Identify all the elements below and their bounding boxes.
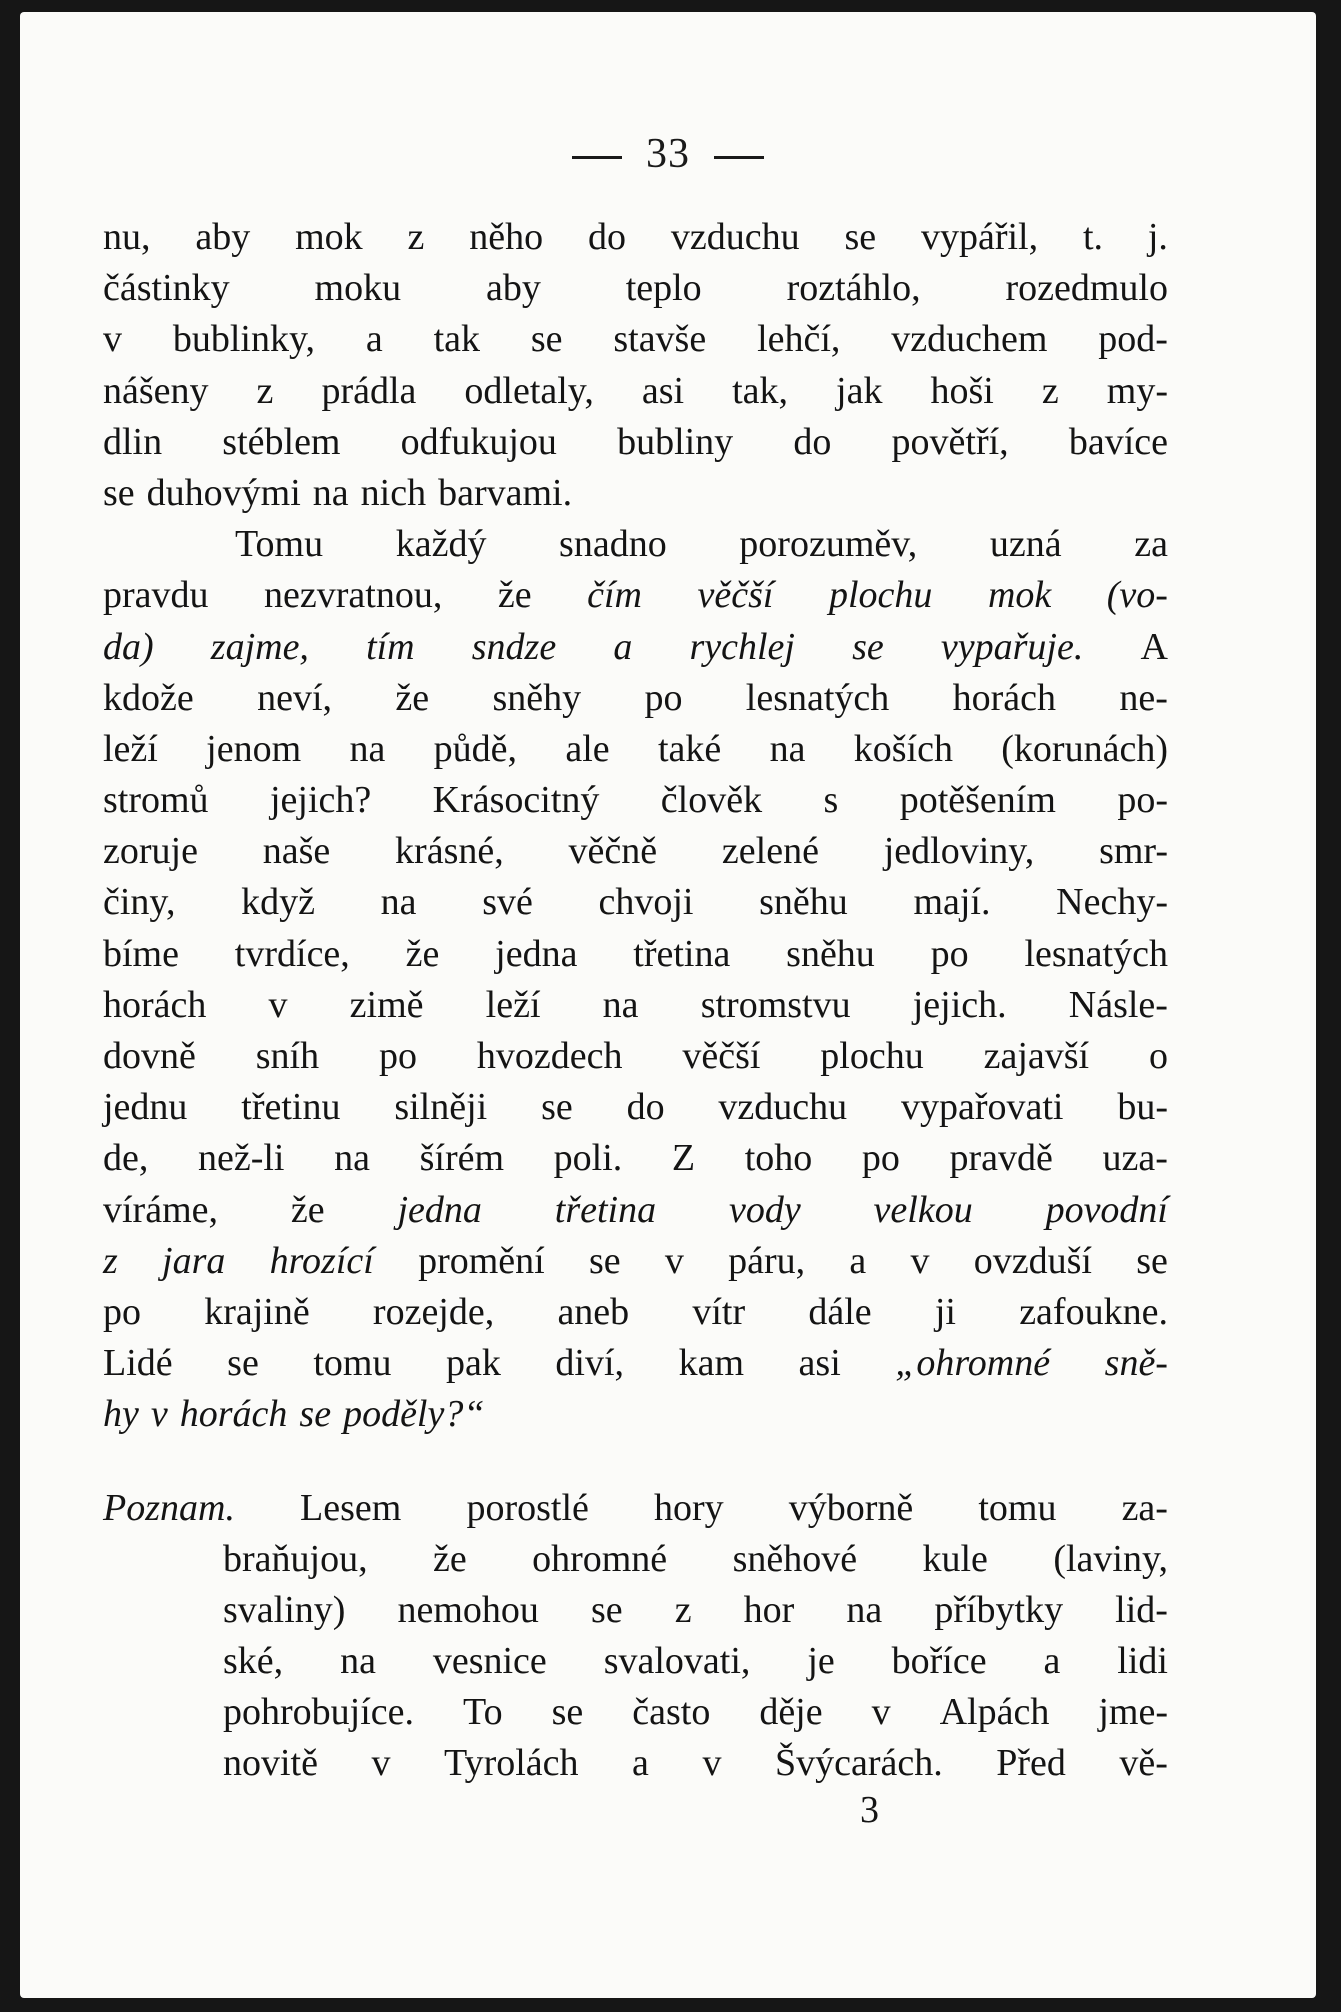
word: výborně	[788, 1486, 914, 1529]
word: nezvratnou,	[264, 574, 443, 617]
word: odfukujou	[400, 420, 557, 463]
word: lid-	[1115, 1588, 1168, 1631]
word: se	[588, 1239, 621, 1282]
word: Lidé	[103, 1342, 173, 1385]
word: rozedmulo	[1005, 267, 1168, 310]
word: promění	[418, 1239, 545, 1282]
word: pravdu	[103, 574, 209, 617]
word: bubliny	[617, 420, 734, 463]
word: víráme,	[103, 1188, 219, 1231]
word: v	[268, 983, 288, 1026]
word: v	[664, 1239, 684, 1282]
paragraph2-line	[103, 1338, 1168, 1389]
word: de,	[103, 1137, 149, 1180]
paragraph1-line	[103, 314, 1168, 365]
paragraph2-line	[103, 929, 1168, 980]
word: krásné,	[395, 830, 504, 873]
word-italic: čím	[587, 574, 642, 617]
word: chvoji	[598, 881, 694, 924]
word: Tyrolách	[444, 1742, 579, 1785]
word: z	[256, 369, 274, 412]
word-italic: zajme,	[210, 625, 309, 668]
paragraph2-line	[103, 1082, 1168, 1133]
word: vypářil,	[920, 216, 1039, 258]
word: aby	[485, 267, 541, 310]
word: tvrdíce,	[234, 932, 350, 975]
word: leží	[485, 983, 541, 1026]
word-italic: (vo-	[1106, 574, 1168, 617]
word: tomu	[978, 1486, 1057, 1529]
word: porozuměv,	[739, 523, 918, 566]
note-line	[103, 1585, 1168, 1636]
word: hor	[743, 1588, 795, 1631]
word: jedna	[495, 932, 578, 975]
word-italic: se	[852, 625, 884, 668]
paragraph2-line	[103, 1389, 1168, 1440]
word: že	[395, 676, 430, 719]
word: na	[312, 471, 349, 514]
word: bíme	[103, 932, 179, 975]
paragraph1-line	[103, 263, 1168, 314]
word: na	[334, 1137, 370, 1180]
word-italic: da)	[103, 625, 154, 668]
word: v	[103, 318, 122, 361]
word-italic: vypařuje.	[940, 625, 1084, 668]
word: páru,	[728, 1239, 806, 1282]
paragraph1-line	[103, 212, 1168, 263]
word-italic: a	[613, 625, 633, 668]
word: stavše	[613, 318, 707, 361]
word: Z	[671, 1137, 696, 1180]
note-line	[103, 1687, 1168, 1738]
word: porostlé	[466, 1486, 589, 1529]
word: a	[849, 1239, 867, 1282]
word: stromstvu	[700, 983, 851, 1026]
word: mají.	[913, 881, 991, 924]
word: o	[1149, 1035, 1168, 1077]
word-italic: sndze	[471, 625, 557, 668]
paragraph2-line	[103, 1185, 1168, 1236]
word-italic: Poznam.	[103, 1486, 235, 1529]
word: mok	[295, 216, 363, 258]
word: bublinky,	[172, 318, 315, 361]
word: po	[378, 1035, 417, 1077]
word-italic: velkou	[873, 1188, 973, 1231]
word: uza-	[1102, 1137, 1168, 1180]
word: nášeny	[103, 369, 209, 412]
word: se	[591, 1588, 623, 1631]
word: příbytky	[934, 1588, 1064, 1631]
word: na	[769, 727, 806, 770]
word: do	[793, 420, 832, 463]
word: ne-	[1119, 676, 1168, 719]
word: zimě	[349, 983, 424, 1026]
word-italic: mok	[987, 574, 1052, 617]
word: než-li	[197, 1137, 285, 1180]
word: hory	[653, 1486, 724, 1529]
word: vzduchem	[891, 318, 1048, 361]
word: nemohou	[397, 1588, 539, 1631]
word: tak,	[732, 369, 789, 412]
paragraph2-line	[103, 1236, 1168, 1287]
word-italic: sně-	[1104, 1342, 1168, 1385]
word: sníh	[255, 1035, 320, 1077]
word: aneb	[557, 1290, 630, 1333]
word: na	[340, 1640, 376, 1683]
paragraph2-line	[103, 724, 1168, 775]
word: po	[103, 1290, 141, 1333]
word: v	[702, 1742, 722, 1785]
word: povětří,	[891, 420, 1009, 463]
word: každý	[395, 523, 487, 566]
word: a	[632, 1742, 649, 1785]
word: do	[626, 1086, 665, 1129]
paragraph2-line	[103, 980, 1168, 1031]
word: jednu	[103, 1086, 188, 1129]
word: jenom	[206, 727, 302, 770]
word: pod-	[1098, 318, 1168, 361]
word: Před	[996, 1742, 1066, 1785]
word: po	[644, 676, 683, 719]
word: naše	[262, 830, 331, 873]
word: Krásocitný	[432, 779, 600, 822]
word: se	[551, 1691, 584, 1734]
page-body	[103, 212, 1168, 1790]
word: zoruje	[103, 830, 198, 873]
word-italic: třetina	[554, 1188, 657, 1231]
word: plochu	[820, 1035, 924, 1077]
word: aby	[195, 216, 251, 258]
word: prádla	[321, 369, 417, 412]
word: neví,	[257, 676, 333, 719]
word-italic: jara	[162, 1239, 226, 1282]
paragraph1-line	[103, 417, 1168, 468]
page-header	[20, 130, 1316, 178]
word: zafoukne.	[1019, 1290, 1168, 1333]
word: do	[587, 216, 626, 258]
word: sněhu	[759, 881, 848, 924]
word: j.	[1147, 216, 1168, 258]
word: své	[482, 881, 533, 924]
word: my-	[1106, 369, 1168, 412]
word: dlin	[103, 420, 163, 463]
paragraph2-line	[103, 673, 1168, 724]
word: jedloviny,	[883, 830, 1035, 873]
word: věčší	[682, 1035, 761, 1077]
header-dash-right	[714, 156, 764, 159]
word: se	[541, 1086, 573, 1129]
word: pohrobujíce.	[223, 1691, 415, 1734]
word: po	[930, 932, 969, 975]
word: lesnatých	[745, 676, 890, 719]
note-line	[103, 1636, 1168, 1687]
word: se	[103, 471, 135, 514]
header-dash-left	[572, 156, 622, 159]
word: ské,	[223, 1640, 284, 1683]
word: vesnice	[432, 1640, 547, 1683]
word: že	[405, 932, 440, 975]
word-italic: rychlej	[689, 625, 795, 668]
word: tak	[433, 318, 480, 361]
word: Nechy-	[1056, 881, 1168, 924]
word: odletaly,	[464, 369, 594, 412]
word: Lesem	[300, 1486, 402, 1529]
word: Tomu	[235, 523, 324, 566]
word-italic: se	[299, 1393, 332, 1436]
word-italic: plochu	[828, 574, 933, 617]
word: lesnatých	[1024, 932, 1168, 975]
word: sněhu	[786, 932, 875, 975]
word: z	[1041, 369, 1059, 412]
word: na	[349, 727, 386, 770]
word: třetina	[633, 932, 731, 975]
word: z	[407, 216, 425, 258]
word: jejich.	[912, 983, 1007, 1026]
word-italic: povodní	[1045, 1188, 1168, 1231]
word: lehčí,	[757, 318, 841, 361]
word: že	[290, 1188, 325, 1231]
word: nu,	[103, 216, 151, 258]
word: ohromné	[532, 1537, 668, 1580]
paragraph2-line	[103, 622, 1168, 673]
paragraph2-line	[103, 1287, 1168, 1338]
word: horách	[952, 676, 1057, 719]
signature-mark: 3	[860, 1789, 879, 1831]
paragraph1-line	[103, 468, 1168, 519]
word: člověk	[660, 779, 763, 822]
word: šírém	[419, 1137, 505, 1180]
paragraph2-line	[103, 570, 1168, 621]
word: pak	[446, 1342, 501, 1385]
word: za	[1134, 523, 1168, 566]
word: duhovými	[146, 471, 301, 514]
word: bavíce	[1068, 420, 1168, 463]
word: jme-	[1098, 1691, 1168, 1734]
word: To	[463, 1691, 503, 1734]
word: sněhy	[492, 676, 582, 719]
word: bu-	[1117, 1086, 1168, 1129]
word: se	[227, 1342, 259, 1385]
word-italic: „ohromné	[895, 1342, 1051, 1385]
word: za-	[1121, 1486, 1168, 1529]
word: když	[241, 881, 315, 924]
word: A	[1140, 625, 1168, 668]
word: asi	[641, 369, 685, 412]
word: smr-	[1099, 830, 1168, 873]
word: lidi	[1117, 1640, 1168, 1683]
word: rozejde,	[372, 1290, 495, 1333]
paragraph2-line	[103, 775, 1168, 826]
word: vzduchu	[718, 1086, 848, 1129]
word: v	[910, 1239, 930, 1282]
paragraph2-line	[103, 1031, 1168, 1082]
word: snadno	[559, 523, 667, 566]
word: hoši	[930, 369, 994, 412]
word: půdě,	[433, 727, 518, 770]
word: barvami.	[438, 471, 573, 514]
word: v	[871, 1691, 891, 1734]
paragraph2-line	[103, 519, 1168, 570]
word: kdože	[103, 676, 194, 719]
word: Násle-	[1068, 983, 1168, 1026]
word: nich	[360, 471, 427, 514]
word: s	[823, 779, 839, 822]
word: toho	[744, 1137, 813, 1180]
word: ovzduší	[973, 1239, 1092, 1282]
word: po	[861, 1137, 900, 1180]
word: vzduchu	[670, 216, 800, 258]
note-line	[103, 1534, 1168, 1585]
word: tomu	[313, 1342, 392, 1385]
word: ale	[565, 727, 610, 770]
word: stéblem	[222, 420, 341, 463]
word: věčně	[568, 830, 658, 873]
paragraph2-line	[103, 1133, 1168, 1184]
word: jejich?	[269, 779, 372, 822]
word-italic: v	[150, 1393, 168, 1436]
word: také	[657, 727, 722, 770]
word: Švýcarách.	[774, 1742, 943, 1785]
word: krajině	[204, 1290, 310, 1333]
note-line	[103, 1483, 1168, 1534]
word: uzná	[989, 523, 1062, 566]
word: novitě	[223, 1742, 318, 1785]
word: ji	[934, 1290, 956, 1333]
word-italic: jedna	[397, 1188, 482, 1231]
word: se	[1136, 1239, 1168, 1282]
word-italic: vody	[728, 1188, 801, 1231]
word: dovně	[103, 1035, 196, 1077]
word: v	[371, 1742, 391, 1785]
word: poli.	[553, 1137, 623, 1180]
page-number: 33	[646, 131, 690, 177]
word: diví,	[555, 1342, 625, 1385]
word: jak	[836, 369, 883, 412]
word-italic: horách	[179, 1393, 288, 1436]
word: pravdě	[949, 1137, 1053, 1180]
word: koších	[853, 727, 953, 770]
note-line	[103, 1738, 1168, 1789]
word: stromů	[103, 779, 209, 822]
word-italic: hy	[103, 1393, 139, 1436]
word: roztáhlo,	[786, 267, 921, 310]
word: boříce	[891, 1640, 987, 1683]
word: zelené	[721, 830, 819, 873]
word: děje	[759, 1691, 823, 1734]
word: často	[632, 1691, 711, 1734]
word: dále	[808, 1290, 872, 1333]
word: potěšením	[899, 779, 1056, 822]
word: teplo	[625, 267, 702, 310]
word: se	[844, 216, 877, 258]
word: třetinu	[241, 1086, 341, 1129]
word: silněji	[394, 1086, 488, 1129]
word: na	[380, 881, 417, 924]
word: na	[602, 983, 639, 1026]
word: horách	[103, 983, 207, 1026]
word: je	[807, 1640, 835, 1683]
word: Alpách	[939, 1691, 1050, 1734]
word: činy,	[103, 881, 176, 924]
word: kule	[922, 1537, 988, 1580]
word: na	[846, 1588, 883, 1631]
word: t.	[1082, 216, 1104, 258]
word: z	[674, 1588, 692, 1631]
word: a	[365, 318, 383, 361]
word: vě-	[1119, 1742, 1168, 1785]
paragraph2-line	[103, 826, 1168, 877]
word-italic: poděly?“	[343, 1393, 485, 1436]
word: a	[1043, 1640, 1061, 1683]
paragraph2-line	[103, 877, 1168, 928]
word-italic: hrozící	[269, 1239, 374, 1282]
paragraph1-line	[103, 366, 1168, 417]
word-italic: věčší	[697, 574, 774, 617]
word: vítr	[692, 1290, 746, 1333]
word: částinky	[103, 267, 230, 310]
word: braňujou,	[223, 1537, 368, 1580]
word: asi	[798, 1342, 841, 1385]
word: (laviny,	[1053, 1537, 1168, 1580]
word: že	[497, 574, 532, 617]
word: svaliny)	[223, 1588, 346, 1631]
word: svalovati,	[603, 1640, 751, 1683]
word: že	[432, 1537, 467, 1580]
word: po-	[1117, 779, 1168, 822]
word: se	[530, 318, 563, 361]
word: hvozdech	[476, 1035, 623, 1077]
word: sněhové	[732, 1537, 858, 1580]
word: (korunách)	[1001, 727, 1168, 770]
word-italic: tím	[366, 625, 415, 668]
word: něho	[469, 216, 544, 258]
word: zajavší	[983, 1035, 1090, 1077]
word-italic: z	[103, 1239, 118, 1282]
word: leží	[103, 727, 158, 770]
word: moku	[314, 267, 402, 310]
word: kam	[678, 1342, 745, 1385]
word: vypařovati	[900, 1086, 1064, 1129]
note-gap	[103, 1441, 1168, 1483]
